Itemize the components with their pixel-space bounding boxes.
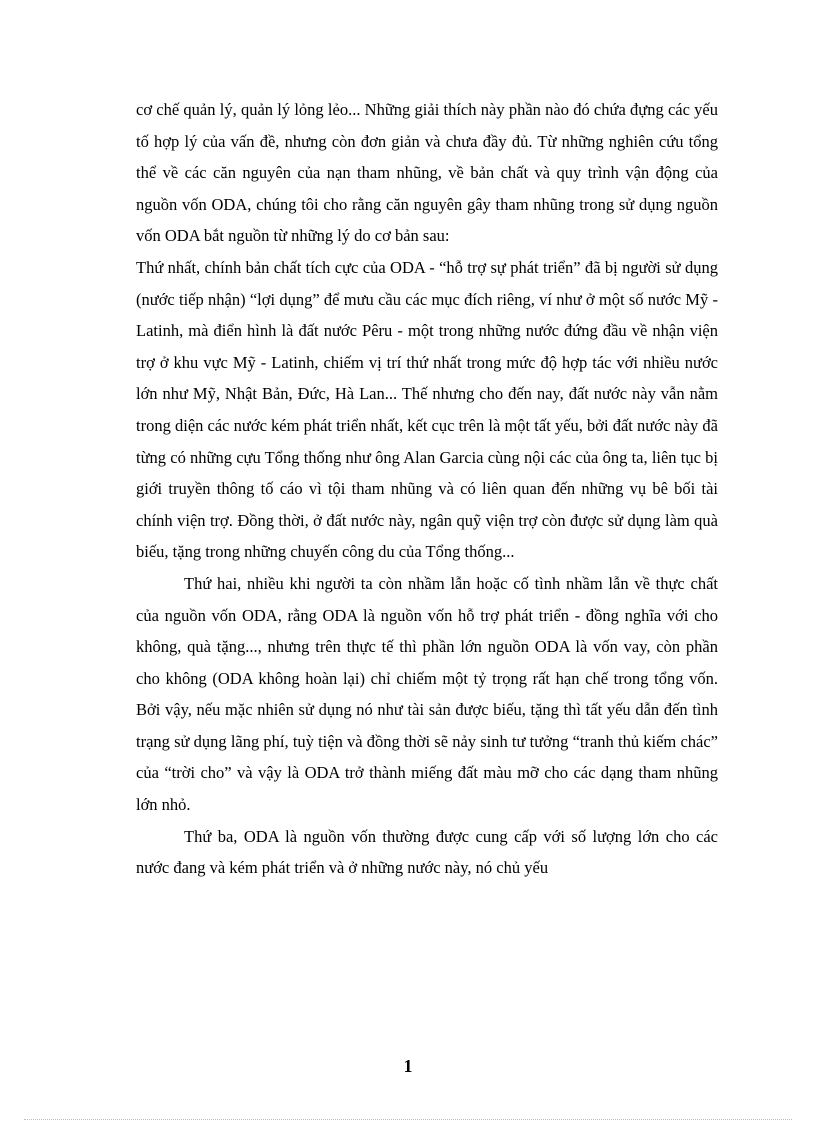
page-bottom-divider (24, 1119, 792, 1120)
paragraph-2: Thứ nhất, chính bản chất tích cực của ODA - “hỗ trợ sự phát triển” đã bị người sử dụng (nước tiếp nhận) “lợi dụng” để mưu cầu các mục đích riêng, ví như ở một số nước Mỹ - Latinh, mà điển hình là đất nước Pêru - một trong những nước đứng đầu về nhận viện trợ ở khu vực Mỹ - Latinh, chiếm vị trí thứ nhất trong mức độ hợp tác với nhiều nước lớn như Mỹ, Nhật Bản, Đức, Hà Lan... Thế nhưng cho đến nay, đất nước này vẫn nằm trong diện các nước kém phát triển nhất, kết cục trên là một tất yếu, bởi đất nước này đã từng có những cựu Tổng thống như ông Alan Garcia cùng nội các của ông ta, liên tục bị giới truyền thông tố cáo vì tội tham nhũng và có liên quan đến những vụ bê bối tài chính viện trợ. Đồng thời, ở đất nước này, ngân quỹ viện trợ còn được sử dụng làm quà biếu, tặng trong những chuyến công du của Tổng thống... (136, 257, 718, 562)
paragraph-1: cơ chế quản lý, quản lý lỏng lẻo... Những giải thích này phần nào đó chứa đựng các yếu tố hợp lý của vấn đề, nhưng còn đơn giản và chưa đầy đủ. Từ những nghiên cứu tổng thể về các căn nguyên của nạn tham nhũng, về bản chất và quy trình vận động của nguồn vốn ODA, chúng tôi cho rằng căn nguyên gây tham nhũng trong sử dụng nguồn vốn ODA bắt nguồn từ những lý do cơ bản sau: (136, 100, 718, 246)
page-number: 1 (403, 1056, 413, 1076)
paragraph-4: Thứ ba, ODA là nguồn vốn thường được cung cấp với số lượng lớn cho các nước đang và kém phát triển và ở những nước này, nó chủ yếu (136, 826, 718, 878)
document-body (136, 94, 718, 884)
paragraph-3: Thứ hai, nhiều khi người ta còn nhầm lẫn hoặc cố tình nhầm lẫn về thực chất của nguồn vốn ODA, rằng ODA là nguồn vốn hỗ trợ phát triển - đồng nghĩa với cho không, quà tặng..., nhưng trên thực tế thì phần lớn nguồn ODA là vốn vay, còn phần cho không (ODA không hoàn lại) chỉ chiếm một tỷ trọng rất hạn chế trong tổng vốn. Bởi vậy, nếu mặc nhiên sử dụng nó như tài sản được biếu, tặng thì tất yếu dẫn đến tình trạng sử dụng lãng phí, tuỳ tiện và đồng thời sẽ nảy sinh tư tưởng “tranh thủ kiếm chác” của “trời cho” và vậy là ODA trở thành miếng đất màu mỡ cho các dạng tham nhũng lớn nhỏ. (136, 573, 718, 815)
